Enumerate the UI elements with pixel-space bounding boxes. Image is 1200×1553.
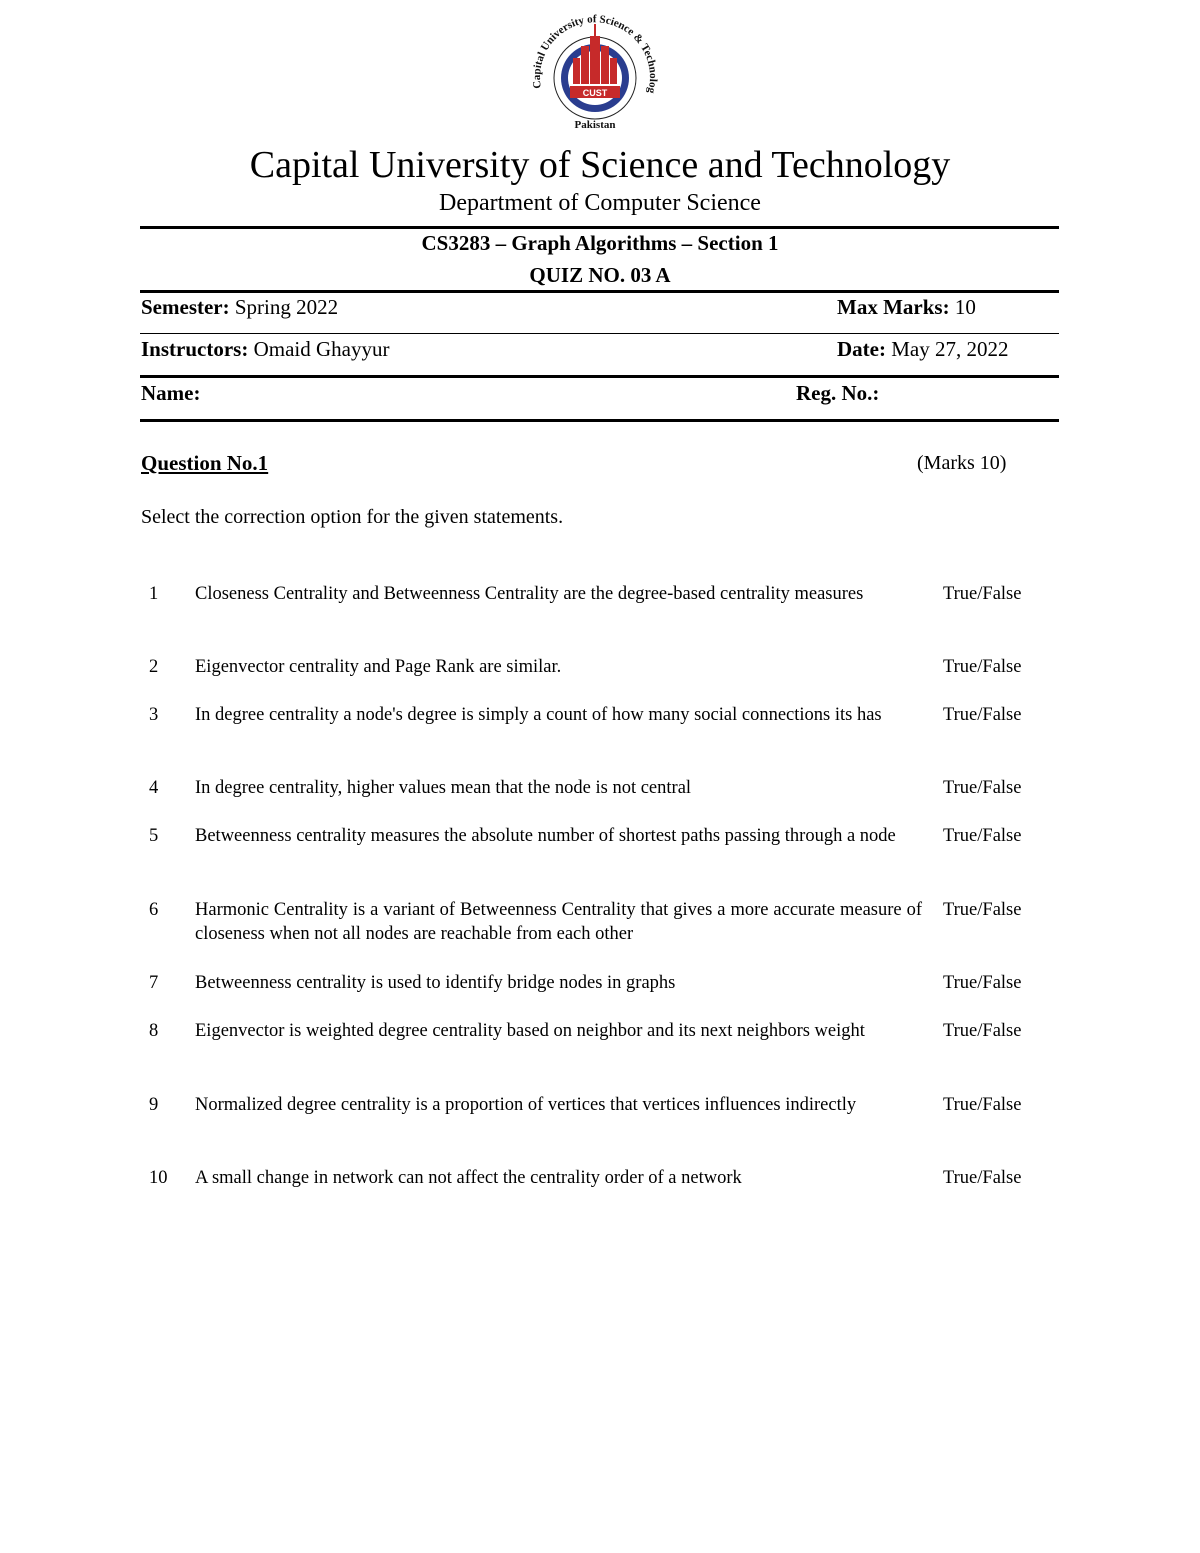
semester-label: Semester: (141, 295, 230, 319)
statement-text: Eigenvector centrality and Page Rank are similar. (195, 657, 562, 677)
instructors-label: Instructors: (141, 337, 249, 361)
true-false-option: True/False (943, 705, 1022, 725)
svg-text:CUST: CUST (582, 88, 608, 98)
quiz-title: QUIZ NO. 03 A (529, 263, 671, 287)
statement-number: 10 (149, 1168, 168, 1188)
date-label: Date: (837, 337, 886, 361)
statement-number: 2 (149, 657, 159, 677)
instructors-value: Omaid Ghayyur (253, 337, 390, 361)
date-value: May 27, 2022 (891, 337, 1009, 361)
reg-no-label: Reg. No.: (796, 381, 880, 405)
question-heading: Question No.1 (141, 451, 269, 475)
true-false-option: True/False (943, 900, 1022, 920)
statement-text: Eigenvector is weighted degree centrality based on neighbor and its next neighbors weight (195, 1021, 865, 1041)
statement-number: 3 (149, 705, 159, 725)
date-field (837, 335, 1008, 363)
course-title: CS3283 – Graph Algorithms – Section 1 (421, 231, 779, 255)
statement-number: 1 (149, 584, 159, 604)
instructors-field (141, 335, 389, 363)
statement-number: 8 (149, 1021, 159, 1041)
statement-text: Betweenness centrality is used to identify bridge nodes in graphs (195, 973, 676, 993)
svg-text:Capital University of Science: Capital University of Science & Technolog (530, 13, 660, 95)
divider (140, 419, 1059, 422)
statement-text: In degree centrality a node's degree is simply a count of how many social connections its has (195, 705, 882, 725)
department-name: Department of Computer Science (439, 190, 761, 216)
svg-text:Pakistan: Pakistan (574, 119, 616, 131)
name-field (141, 379, 200, 407)
statement-text: Betweenness centrality measures the absolute number of shortest paths passing through a node (195, 826, 896, 846)
question-marks: (Marks 10) (917, 452, 1007, 474)
question-instruction: Select the correction option for the given statements. (141, 506, 564, 528)
university-seal-icon (520, 12, 670, 134)
name-label: Name: (141, 381, 201, 405)
university-logo (520, 12, 670, 134)
statement-text: In degree centrality, higher values mean that the node is not central (195, 778, 692, 798)
statement-text: Harmonic Centrality is a variant of Betweenness Centrality that gives a more accurate measure of closeness when not all nodes are reachable from each other (195, 900, 922, 944)
divider (140, 333, 1059, 334)
statement-number: 7 (149, 973, 159, 993)
true-false-option: True/False (943, 1168, 1022, 1188)
statement-number: 5 (149, 826, 159, 846)
true-false-option: True/False (943, 1095, 1022, 1115)
statement-number: 9 (149, 1095, 159, 1115)
max-marks-field (837, 293, 976, 321)
statement-number: 4 (149, 778, 159, 798)
statement-text: Normalized degree centrality is a proportion of vertices that vertices influences indirectly (195, 1095, 857, 1115)
true-false-option: True/False (943, 778, 1022, 798)
true-false-option: True/False (943, 973, 1022, 993)
true-false-option: True/False (943, 826, 1022, 846)
semester-field (141, 293, 338, 321)
statement-text: A small change in network can not affect the centrality order of a network (195, 1168, 742, 1188)
max-marks-label: Max Marks: (837, 295, 950, 319)
true-false-option: True/False (943, 1021, 1022, 1041)
semester-value: Spring 2022 (234, 295, 339, 319)
university-name: Capital University of Science and Technology (249, 144, 951, 186)
statement-number: 6 (149, 900, 159, 920)
true-false-option: True/False (943, 657, 1022, 677)
max-marks-value: 10 (954, 295, 976, 319)
reg-no-field (796, 379, 879, 407)
true-false-option: True/False (943, 584, 1022, 604)
statement-text: Closeness Centrality and Betweenness Centrality are the degree-based centrality measures (195, 584, 864, 604)
divider (140, 375, 1059, 378)
